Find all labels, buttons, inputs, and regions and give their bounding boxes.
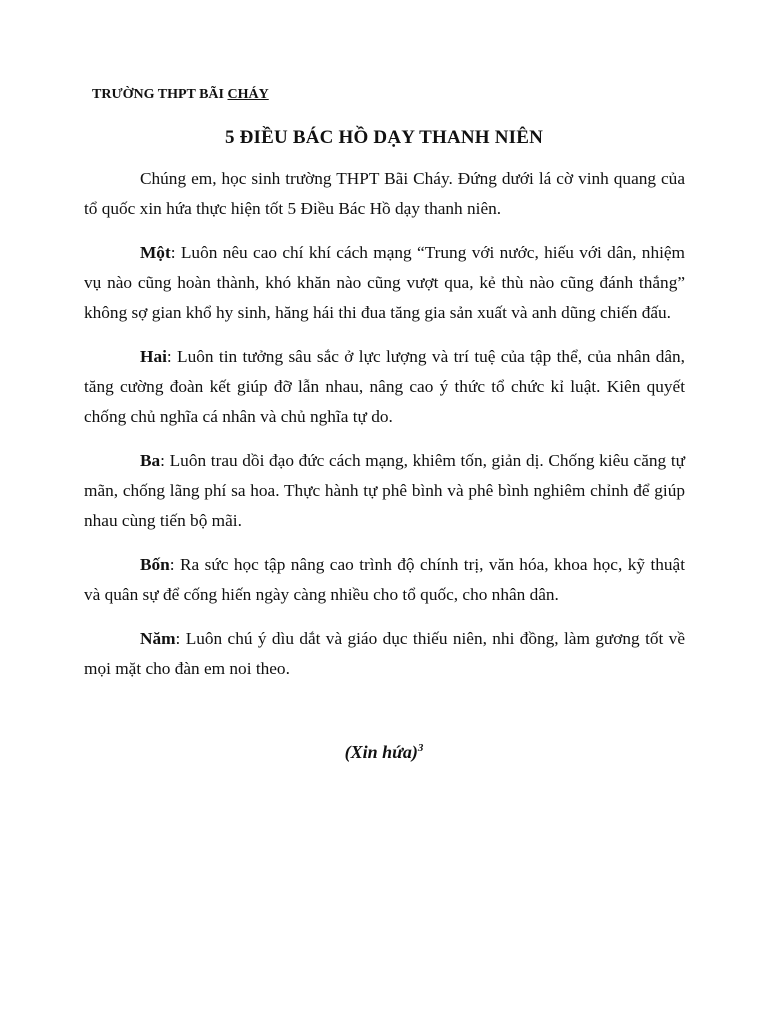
- point-paragraph-2: [84, 342, 685, 432]
- point-label: Một: [140, 243, 171, 262]
- point-label: Hai: [140, 347, 167, 366]
- point-text: : Luôn trau dồi đạo đức cách mạng, khiêm tốn, giản dị. Chống kiêu căng tự mãn, chống lãng phí sa hoa. Thực hành tự phê bình và phê bình nghiêm chỉnh để giúp nhau cùng tiến bộ mãi.: [84, 451, 685, 530]
- school-name-part2: CHÁY: [227, 87, 269, 102]
- point-paragraph-3: [84, 446, 685, 536]
- point-text: : Luôn tin tưởng sâu sắc ở lực lượng và trí tuệ của tập thể, của nhân dân, tăng cường đoàn kết giúp đỡ lẫn nhau, nâng cao ý thức tổ chức kỉ luật. Kiên quyết chống chủ nghĩa cá nhân và chủ nghĩa tự do.: [84, 347, 685, 426]
- point-label: Năm: [140, 629, 176, 648]
- point-label: Ba: [140, 451, 161, 470]
- point-text: : Ra sức học tập nâng cao trình độ chính trị, văn hóa, khoa học, kỹ thuật và quân sự để cống hiến ngày càng nhiều cho tổ quốc, cho nhân dân.: [84, 555, 685, 604]
- intro-paragraph: Chúng em, học sinh trường THPT Bãi Cháy. Đứng dưới lá cờ vinh quang của tổ quốc xin hứa thực hiện tốt 5 Điều Bác Hồ dạy thanh niên.: [84, 169, 685, 218]
- document-body: [84, 164, 685, 698]
- closing-superscript: 3: [417, 742, 424, 754]
- point-paragraph-4: [84, 550, 685, 610]
- point-text: : Luôn chú ý dìu dắt và giáo dục thiếu niên, nhi đồng, làm gương tốt về mọi mặt cho đàn em noi theo.: [84, 629, 685, 678]
- point-paragraph-5: [84, 624, 685, 684]
- point-text: : Luôn nêu cao chí khí cách mạng “Trung với nước, hiếu với dân, nhiệm vụ nào cũng hoàn thành, khó khăn nào cũng vượt qua, kẻ thù nào cũng đánh thắng” không sợ gian khổ hy sinh, hăng hái thi đua tăng gia sản xuất và anh dũng chiến đấu.: [84, 243, 685, 322]
- school-header: [92, 86, 269, 104]
- document-title: 5 ĐIỀU BÁC HỒ DẠY THANH NIÊN: [224, 127, 544, 148]
- closing-text: (Xin hứa): [344, 742, 418, 762]
- point-label: Bốn: [140, 555, 170, 574]
- closing-promise: [0, 740, 768, 764]
- point-paragraph-1: [84, 238, 685, 328]
- school-name-part1: TRƯỜNG THPT BÃI: [92, 87, 224, 102]
